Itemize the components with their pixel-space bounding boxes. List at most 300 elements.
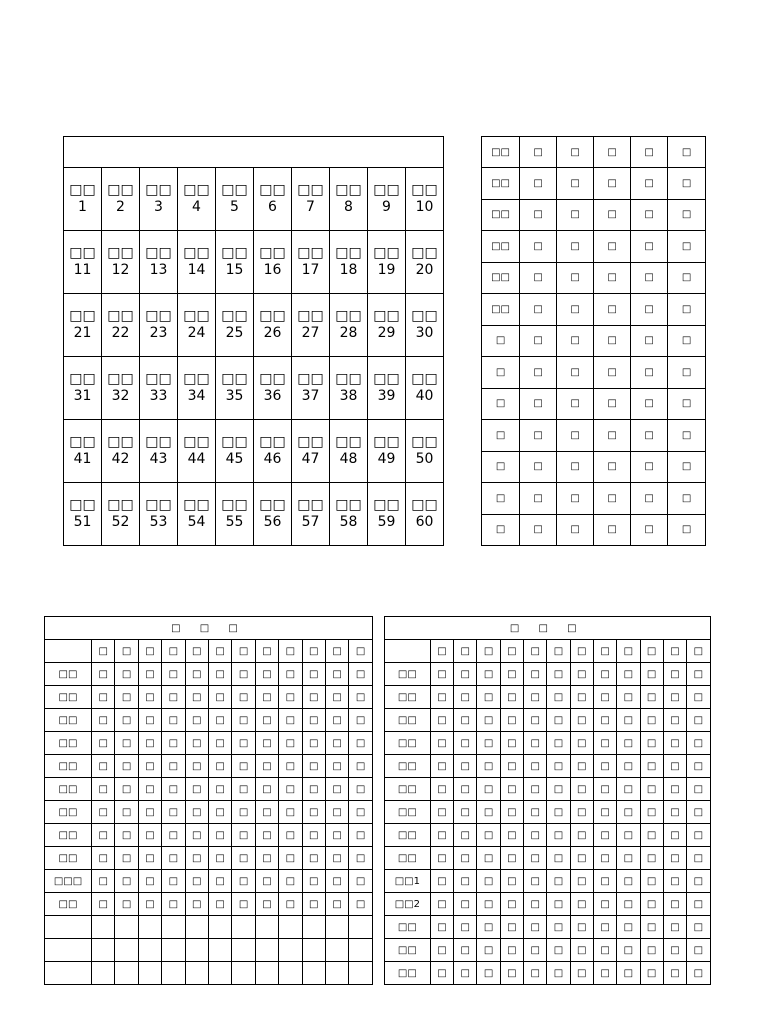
grid-cell: □□ 58	[330, 483, 368, 546]
grid-cell: □□ 17	[292, 231, 330, 294]
side-cell: □	[668, 294, 706, 326]
left-cell	[232, 939, 255, 962]
side-cell: □	[668, 483, 706, 515]
right-column-header	[384, 640, 430, 663]
right-column-header: □	[593, 640, 616, 663]
right-cell: □	[617, 893, 640, 916]
right-row-label: □□	[384, 847, 430, 870]
left-cell: □	[185, 732, 208, 755]
right-cell: □	[617, 778, 640, 801]
grid-cell: □□ 39	[368, 357, 406, 420]
side-cell: □	[482, 483, 520, 515]
right-cell: □	[593, 755, 616, 778]
right-cell: □	[547, 847, 570, 870]
right-column-header: □	[687, 640, 710, 663]
side-cell: □	[482, 420, 520, 452]
right-cell: □	[547, 732, 570, 755]
right-cell: □	[430, 663, 453, 686]
left-cell	[115, 962, 138, 985]
left-cell: □	[232, 686, 255, 709]
right-cell: □	[593, 916, 616, 939]
side-cell: □	[557, 451, 594, 483]
bottom-tables	[44, 616, 711, 985]
left-cell: □	[115, 755, 138, 778]
left-cell: □	[162, 686, 185, 709]
right-cell: □	[570, 755, 593, 778]
side-cell: □	[557, 514, 594, 546]
right-cell: □	[593, 893, 616, 916]
left-row-label: □□	[45, 824, 92, 847]
left-cell: □	[302, 709, 325, 732]
side-cell: □	[631, 137, 668, 168]
left-cell: □	[325, 893, 348, 916]
left-cell: □	[255, 755, 278, 778]
right-column-header: □	[524, 640, 547, 663]
left-cell: □	[302, 663, 325, 686]
right-row-label: □□	[384, 824, 430, 847]
right-cell: □	[593, 870, 616, 893]
right-cell: □	[454, 755, 477, 778]
grid-cell: □□ 47	[292, 420, 330, 483]
right-cell: □	[617, 732, 640, 755]
left-cell	[255, 916, 278, 939]
grid-cell: □□ 10	[406, 168, 444, 231]
left-cell: □	[115, 686, 138, 709]
side-cell: □	[668, 231, 706, 263]
grid-cell: □□ 28	[330, 294, 368, 357]
grid-cell: □□ 5	[216, 168, 254, 231]
right-column-header: □	[454, 640, 477, 663]
grid-cell: □□ 8	[330, 168, 368, 231]
left-cell: □	[115, 732, 138, 755]
right-cell: □	[663, 732, 686, 755]
right-cell: □	[500, 939, 523, 962]
left-cell: □	[185, 870, 208, 893]
left-cell: □	[162, 824, 185, 847]
right-cell: □	[547, 755, 570, 778]
left-cell	[208, 916, 231, 939]
right-cell: □	[593, 824, 616, 847]
left-cell: □	[279, 870, 302, 893]
left-cell: □	[349, 824, 373, 847]
right-cell: □	[687, 755, 710, 778]
right-cell: □	[687, 663, 710, 686]
right-row-label: □□1	[384, 870, 430, 893]
left-cell: □	[232, 870, 255, 893]
right-cell: □	[547, 686, 570, 709]
left-row-label	[45, 916, 92, 939]
side-cell: □	[482, 388, 520, 420]
right-cell: □	[617, 663, 640, 686]
left-column-header: □	[325, 640, 348, 663]
left-cell: □	[255, 824, 278, 847]
left-cell: □	[232, 709, 255, 732]
right-cell: □	[454, 686, 477, 709]
side-cell: □	[520, 262, 557, 294]
left-cell: □	[279, 847, 302, 870]
right-cell: □	[593, 847, 616, 870]
left-cell: □	[138, 755, 161, 778]
side-cell: □	[631, 357, 668, 389]
right-cell: □	[570, 962, 593, 985]
right-column-header: □	[477, 640, 500, 663]
right-cell: □	[430, 801, 453, 824]
left-row-label: □□	[45, 755, 92, 778]
right-cell: □	[593, 663, 616, 686]
grid-cell: □□ 21	[64, 294, 102, 357]
side-cell: □	[520, 168, 557, 200]
grid-cell: □□ 4	[178, 168, 216, 231]
left-cell: □	[185, 686, 208, 709]
left-cell: □	[208, 893, 231, 916]
left-row-label	[45, 939, 92, 962]
right-cell: □	[524, 778, 547, 801]
right-cell: □	[500, 755, 523, 778]
grid-cell: □□ 40	[406, 357, 444, 420]
grid-cell: □□ 9	[368, 168, 406, 231]
side-cell: □	[557, 231, 594, 263]
left-cell	[349, 939, 373, 962]
right-row-label: □□	[384, 755, 430, 778]
right-cell: □	[454, 778, 477, 801]
side-cell: □□	[482, 199, 520, 231]
left-cell: □	[302, 755, 325, 778]
left-cell: □	[325, 732, 348, 755]
right-cell: □	[617, 870, 640, 893]
left-cell: □	[115, 893, 138, 916]
right-cell: □	[500, 962, 523, 985]
left-cell: □	[349, 663, 373, 686]
left-row-label	[45, 962, 92, 985]
left-cell: □	[185, 755, 208, 778]
right-cell: □	[454, 847, 477, 870]
right-cell: □	[524, 870, 547, 893]
side-cell: □	[668, 168, 706, 200]
left-cell: □	[185, 801, 208, 824]
right-cell: □	[663, 870, 686, 893]
right-cell: □	[454, 801, 477, 824]
side-cell: □	[668, 388, 706, 420]
side-cell: □	[520, 388, 557, 420]
right-cell: □	[477, 663, 500, 686]
grid-cell: □□ 50	[406, 420, 444, 483]
left-cell: □	[208, 663, 231, 686]
side-cell: □	[557, 483, 594, 515]
grid-cell: □□ 41	[64, 420, 102, 483]
side-cell: □	[668, 262, 706, 294]
side-cell: □	[557, 357, 594, 389]
right-column-header: □	[570, 640, 593, 663]
right-row-label: □□	[384, 778, 430, 801]
grid-cell: □□ 54	[178, 483, 216, 546]
left-row-label: □□	[45, 847, 92, 870]
left-cell: □	[302, 801, 325, 824]
left-cell: □	[279, 663, 302, 686]
side-cell: □	[520, 483, 557, 515]
side-cell: □	[520, 231, 557, 263]
right-cell: □	[640, 778, 663, 801]
top-row	[64, 168, 706, 200]
right-cell: □	[477, 962, 500, 985]
right-cell: □	[430, 778, 453, 801]
right-cell: □	[500, 778, 523, 801]
right-row-label: □□	[384, 801, 430, 824]
side-cell: □	[557, 137, 594, 168]
left-cell: □	[255, 893, 278, 916]
grid-cell: □□ 55	[216, 483, 254, 546]
grid-cell: □□ 59	[368, 483, 406, 546]
left-cell: □	[92, 778, 115, 801]
left-cell: □	[349, 755, 373, 778]
left-cell: □	[185, 663, 208, 686]
left-cell	[325, 939, 348, 962]
right-cell: □	[663, 709, 686, 732]
left-cell: □	[92, 824, 115, 847]
right-cell: □	[663, 847, 686, 870]
left-cell: □	[208, 755, 231, 778]
side-cell: □	[668, 325, 706, 357]
grid-cell: □□ 46	[254, 420, 292, 483]
right-cell: □	[430, 939, 453, 962]
right-cell: □	[640, 755, 663, 778]
right-cell: □	[430, 847, 453, 870]
grid-cell: □□ 22	[102, 294, 140, 357]
right-cell: □	[640, 893, 663, 916]
grid-cell: □□ 3	[140, 168, 178, 231]
side-cell: □	[668, 357, 706, 389]
left-cell: □	[92, 870, 115, 893]
right-cell: □	[524, 824, 547, 847]
right-cell: □	[593, 686, 616, 709]
grid-cell: □□ 12	[102, 231, 140, 294]
grid-cell: □□ 44	[178, 420, 216, 483]
right-cell: □	[687, 870, 710, 893]
left-cell: □	[208, 870, 231, 893]
left-cell: □	[279, 801, 302, 824]
left-cell	[185, 916, 208, 939]
right-cell: □	[477, 778, 500, 801]
right-cell: □	[687, 824, 710, 847]
side-cell: □	[557, 294, 594, 326]
right-cell: □	[477, 893, 500, 916]
right-cell: □	[640, 801, 663, 824]
right-cell: □	[593, 801, 616, 824]
left-cell	[138, 939, 161, 962]
right-cell: □	[570, 801, 593, 824]
grid-cell: □□ 48	[330, 420, 368, 483]
right-cell: □	[524, 755, 547, 778]
side-cell: □	[520, 199, 557, 231]
right-cell: □	[617, 962, 640, 985]
right-cell: □	[454, 663, 477, 686]
right-column-header: □	[500, 640, 523, 663]
left-cell	[185, 962, 208, 985]
side-cell: □	[557, 325, 594, 357]
side-cell: □	[668, 199, 706, 231]
grid-cell: □□ 13	[140, 231, 178, 294]
left-cell	[162, 939, 185, 962]
left-column-header: □	[232, 640, 255, 663]
right-cell: □	[687, 801, 710, 824]
right-cell: □	[477, 916, 500, 939]
side-cell: □	[482, 451, 520, 483]
left-cell: □	[325, 847, 348, 870]
right-cell: □	[430, 755, 453, 778]
right-cell: □	[524, 939, 547, 962]
left-cell	[255, 939, 278, 962]
left-cell: □	[208, 801, 231, 824]
side-cell: □	[557, 420, 594, 452]
side-cell: □	[631, 388, 668, 420]
left-cell: □	[208, 709, 231, 732]
right-cell: □	[430, 962, 453, 985]
top-row	[64, 294, 706, 326]
left-cell: □	[162, 663, 185, 686]
left-row-label: □□	[45, 663, 92, 686]
right-cell: □	[524, 962, 547, 985]
left-cell: □	[349, 732, 373, 755]
right-cell: □	[663, 755, 686, 778]
right-cell: □	[547, 916, 570, 939]
right-cell: □	[430, 732, 453, 755]
left-cell: □	[208, 686, 231, 709]
left-cell: □	[208, 824, 231, 847]
left-cell	[279, 916, 302, 939]
left-cell: □	[255, 870, 278, 893]
right-row-label: □□	[384, 916, 430, 939]
side-cell: □	[557, 262, 594, 294]
right-cell: □	[454, 870, 477, 893]
right-cell: □	[547, 939, 570, 962]
side-cell: □	[557, 388, 594, 420]
right-cell: □	[477, 709, 500, 732]
right-cell: □	[500, 801, 523, 824]
left-cell: □	[325, 686, 348, 709]
side-cell: □	[520, 420, 557, 452]
grid-cell: □□ 53	[140, 483, 178, 546]
right-cell: □	[617, 847, 640, 870]
right-cell: □	[477, 824, 500, 847]
left-cell: □	[92, 732, 115, 755]
left-cell	[232, 962, 255, 985]
right-column-header: □	[617, 640, 640, 663]
right-cell: □	[640, 732, 663, 755]
side-cell: □	[631, 420, 668, 452]
left-cell: □	[232, 663, 255, 686]
side-cell: □□	[482, 137, 520, 168]
top-grid	[63, 136, 706, 546]
left-cell: □	[208, 732, 231, 755]
left-cell	[232, 916, 255, 939]
right-cell: □	[547, 870, 570, 893]
right-cell: □	[687, 939, 710, 962]
grid-cell: □□ 20	[406, 231, 444, 294]
left-cell	[279, 939, 302, 962]
right-cell: □	[454, 939, 477, 962]
right-cell: □	[547, 962, 570, 985]
right-cell: □	[500, 732, 523, 755]
left-cell: □	[279, 824, 302, 847]
side-cell: □	[594, 357, 631, 389]
grid-cell: □□ 1	[64, 168, 102, 231]
right-cell: □	[640, 709, 663, 732]
right-cell: □	[663, 686, 686, 709]
side-cell: □	[668, 420, 706, 452]
left-cell: □	[115, 847, 138, 870]
right-row-label: □□	[384, 939, 430, 962]
right-column-header: □	[640, 640, 663, 663]
left-cell: □	[232, 824, 255, 847]
right-cell: □	[524, 663, 547, 686]
right-cell: □	[454, 962, 477, 985]
grid-cell: □□ 36	[254, 357, 292, 420]
left-cell: □	[255, 709, 278, 732]
left-row-label: □□	[45, 686, 92, 709]
right-cell: □	[454, 709, 477, 732]
right-row-label: □□	[384, 709, 430, 732]
side-cell: □	[631, 168, 668, 200]
left-cell	[302, 939, 325, 962]
left-cell: □	[92, 663, 115, 686]
left-cell	[138, 962, 161, 985]
side-cell: □	[520, 325, 557, 357]
side-cell: □	[520, 451, 557, 483]
left-cell: □	[279, 732, 302, 755]
left-cell: □	[325, 870, 348, 893]
grid-cell: □□ 57	[292, 483, 330, 546]
grid-cell: □□ 24	[178, 294, 216, 357]
right-cell: □	[570, 847, 593, 870]
left-cell: □	[302, 778, 325, 801]
right-cell: □	[477, 732, 500, 755]
grid-cell: □□ 18	[330, 231, 368, 294]
left-cell: □	[255, 686, 278, 709]
right-cell: □	[640, 962, 663, 985]
right-cell: □	[547, 778, 570, 801]
side-cell: □	[520, 294, 557, 326]
right-cell: □	[687, 778, 710, 801]
left-cell: □	[138, 686, 161, 709]
right-cell: □	[570, 732, 593, 755]
left-cell	[208, 962, 231, 985]
grid-cell: □□ 30	[406, 294, 444, 357]
side-cell: □□	[482, 262, 520, 294]
left-cell	[302, 962, 325, 985]
right-cell: □	[547, 893, 570, 916]
top-row	[64, 231, 706, 263]
side-cell: □	[520, 514, 557, 546]
left-cell: □	[92, 893, 115, 916]
right-cell: □	[477, 755, 500, 778]
right-cell: □	[617, 755, 640, 778]
right-cell: □	[500, 847, 523, 870]
side-cell: □	[594, 325, 631, 357]
left-cell: □	[115, 709, 138, 732]
left-cell	[92, 939, 115, 962]
right-cell: □	[570, 824, 593, 847]
left-cell	[92, 916, 115, 939]
grid-cell: □□ 49	[368, 420, 406, 483]
side-cell: □	[668, 514, 706, 546]
left-cell: □	[138, 663, 161, 686]
left-column-header: □	[185, 640, 208, 663]
side-cell: □	[594, 451, 631, 483]
left-cell: □	[279, 755, 302, 778]
side-cell: □	[482, 514, 520, 546]
side-cell: □	[594, 294, 631, 326]
left-cell: □	[279, 778, 302, 801]
right-cell: □	[430, 824, 453, 847]
